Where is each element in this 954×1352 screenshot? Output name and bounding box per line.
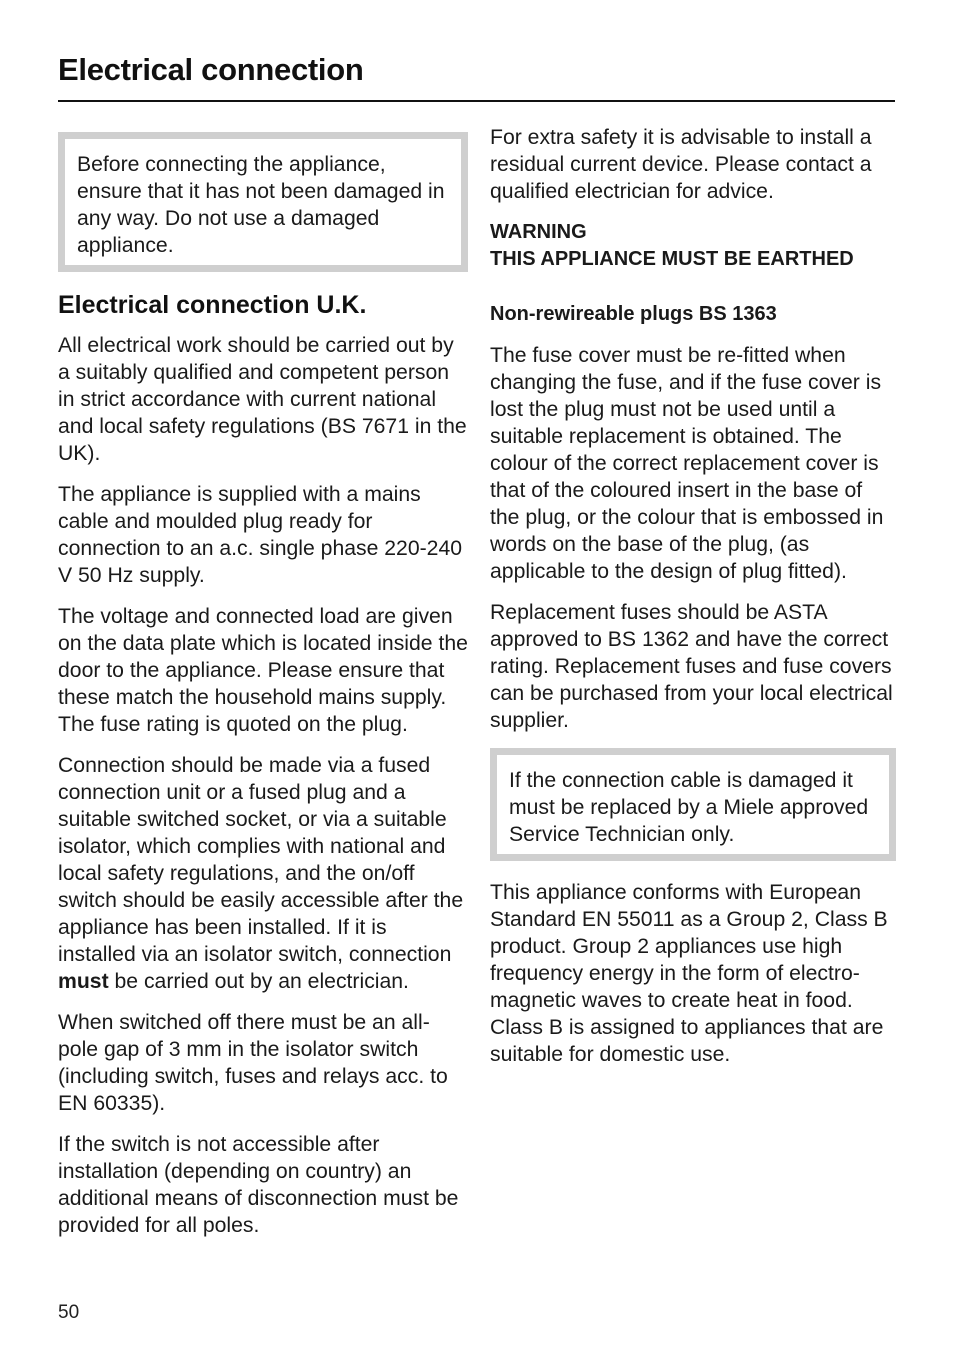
title-divider: [58, 100, 895, 102]
paragraph-disconnection: If the switch is not accessible after installation (depending on country) an additional means of disconnection must be provided for all poles.: [58, 1133, 459, 1237]
warning-earthed-text: THIS APPLIANCE MUST BE EARTHED: [490, 248, 854, 270]
section-heading-uk: Electrical connection U.K.: [58, 291, 367, 319]
connection-text-end: be carried out by an electrician.: [108, 970, 409, 993]
paragraph-replacement-fuses: Replacement fuses should be ASTA approved to BS 1362 and have the correct rating. Replacement fuses and fuse covers can be purchased from your local electrical supplier.: [490, 601, 893, 732]
paragraph-mains-cable: The appliance is supplied with a mains cable and moulded plug ready for connection to an a.c. single phase 220-240 V 50 Hz supply.: [58, 483, 463, 587]
paragraph-qualified-electrician: All electrical work should be carried out by a suitably qualified and competent person in strict accordance with current national and local safety regulations (BS 7671 in the UK).: [58, 334, 467, 465]
subheading-plugs: Non-rewireable plugs BS 1363: [490, 303, 777, 325]
page-number: 50: [58, 1302, 80, 1323]
paragraph-all-pole-gap: When switched off there must be an all-pole gap of 3 mm in the isolator switch (including switch, fuses and relays acc. to EN 60335).: [58, 1011, 448, 1115]
paragraph-connection-method: [58, 752, 468, 995]
paragraph-en55011: This appliance conforms with European Standard EN 55011 as a Group 2, Class B product. Group 2 appliances use high frequency energy in the form of electro-magnetic waves to create heat in food. Class B is assigned to appliances that are suitable for domestic use.: [490, 881, 888, 1066]
cable-damage-text: If the connection cable is damaged it must be replaced by a Miele approved Service Technician only.: [509, 769, 869, 846]
connection-text-start: Connection should be made via a fused connection unit or a fused plug and a suitable switched socket, or via a suitable isolator, which complies with national and local safety regulations, and the on/off switch should be easily accessible after the appliance has been installed. If it is installed via an isolator switch, connection: [58, 754, 464, 966]
damage-warning-text: Before connecting the appliance, ensure that it has not been damaged in any way. Do not use a damaged appliance.: [77, 153, 445, 257]
emphasis-must: must: [58, 970, 109, 993]
cable-damage-box: [490, 748, 896, 861]
warning-label: WARNING: [490, 221, 587, 243]
earthing-warning: [490, 219, 896, 273]
left-column: [58, 124, 468, 1253]
paragraph-residual-current: For extra safety it is advisable to install a residual current device. Please contact a qualified electrician for advice.: [490, 126, 872, 203]
paragraph-fuse-cover: The fuse cover must be re-fitted when changing the fuse, and if the fuse cover is lost the plug must not be used until a suitable replacement is obtained. The colour of the correct replacement cover is that of the coloured insert in the base of the plug, or the colour that is embossed in words on the base of the plug, (as applicable to the design of plug fitted).: [490, 344, 884, 583]
paragraph-voltage-data-plate: The voltage and connected load are given on the data plate which is located inside the door to the appliance. Please ensure that these match the household mains supply. The fuse rating is quoted on the plug.: [58, 605, 468, 736]
page-title: Electrical connection: [58, 52, 364, 87]
damage-warning-box: [58, 132, 468, 272]
right-column: [490, 124, 896, 1082]
